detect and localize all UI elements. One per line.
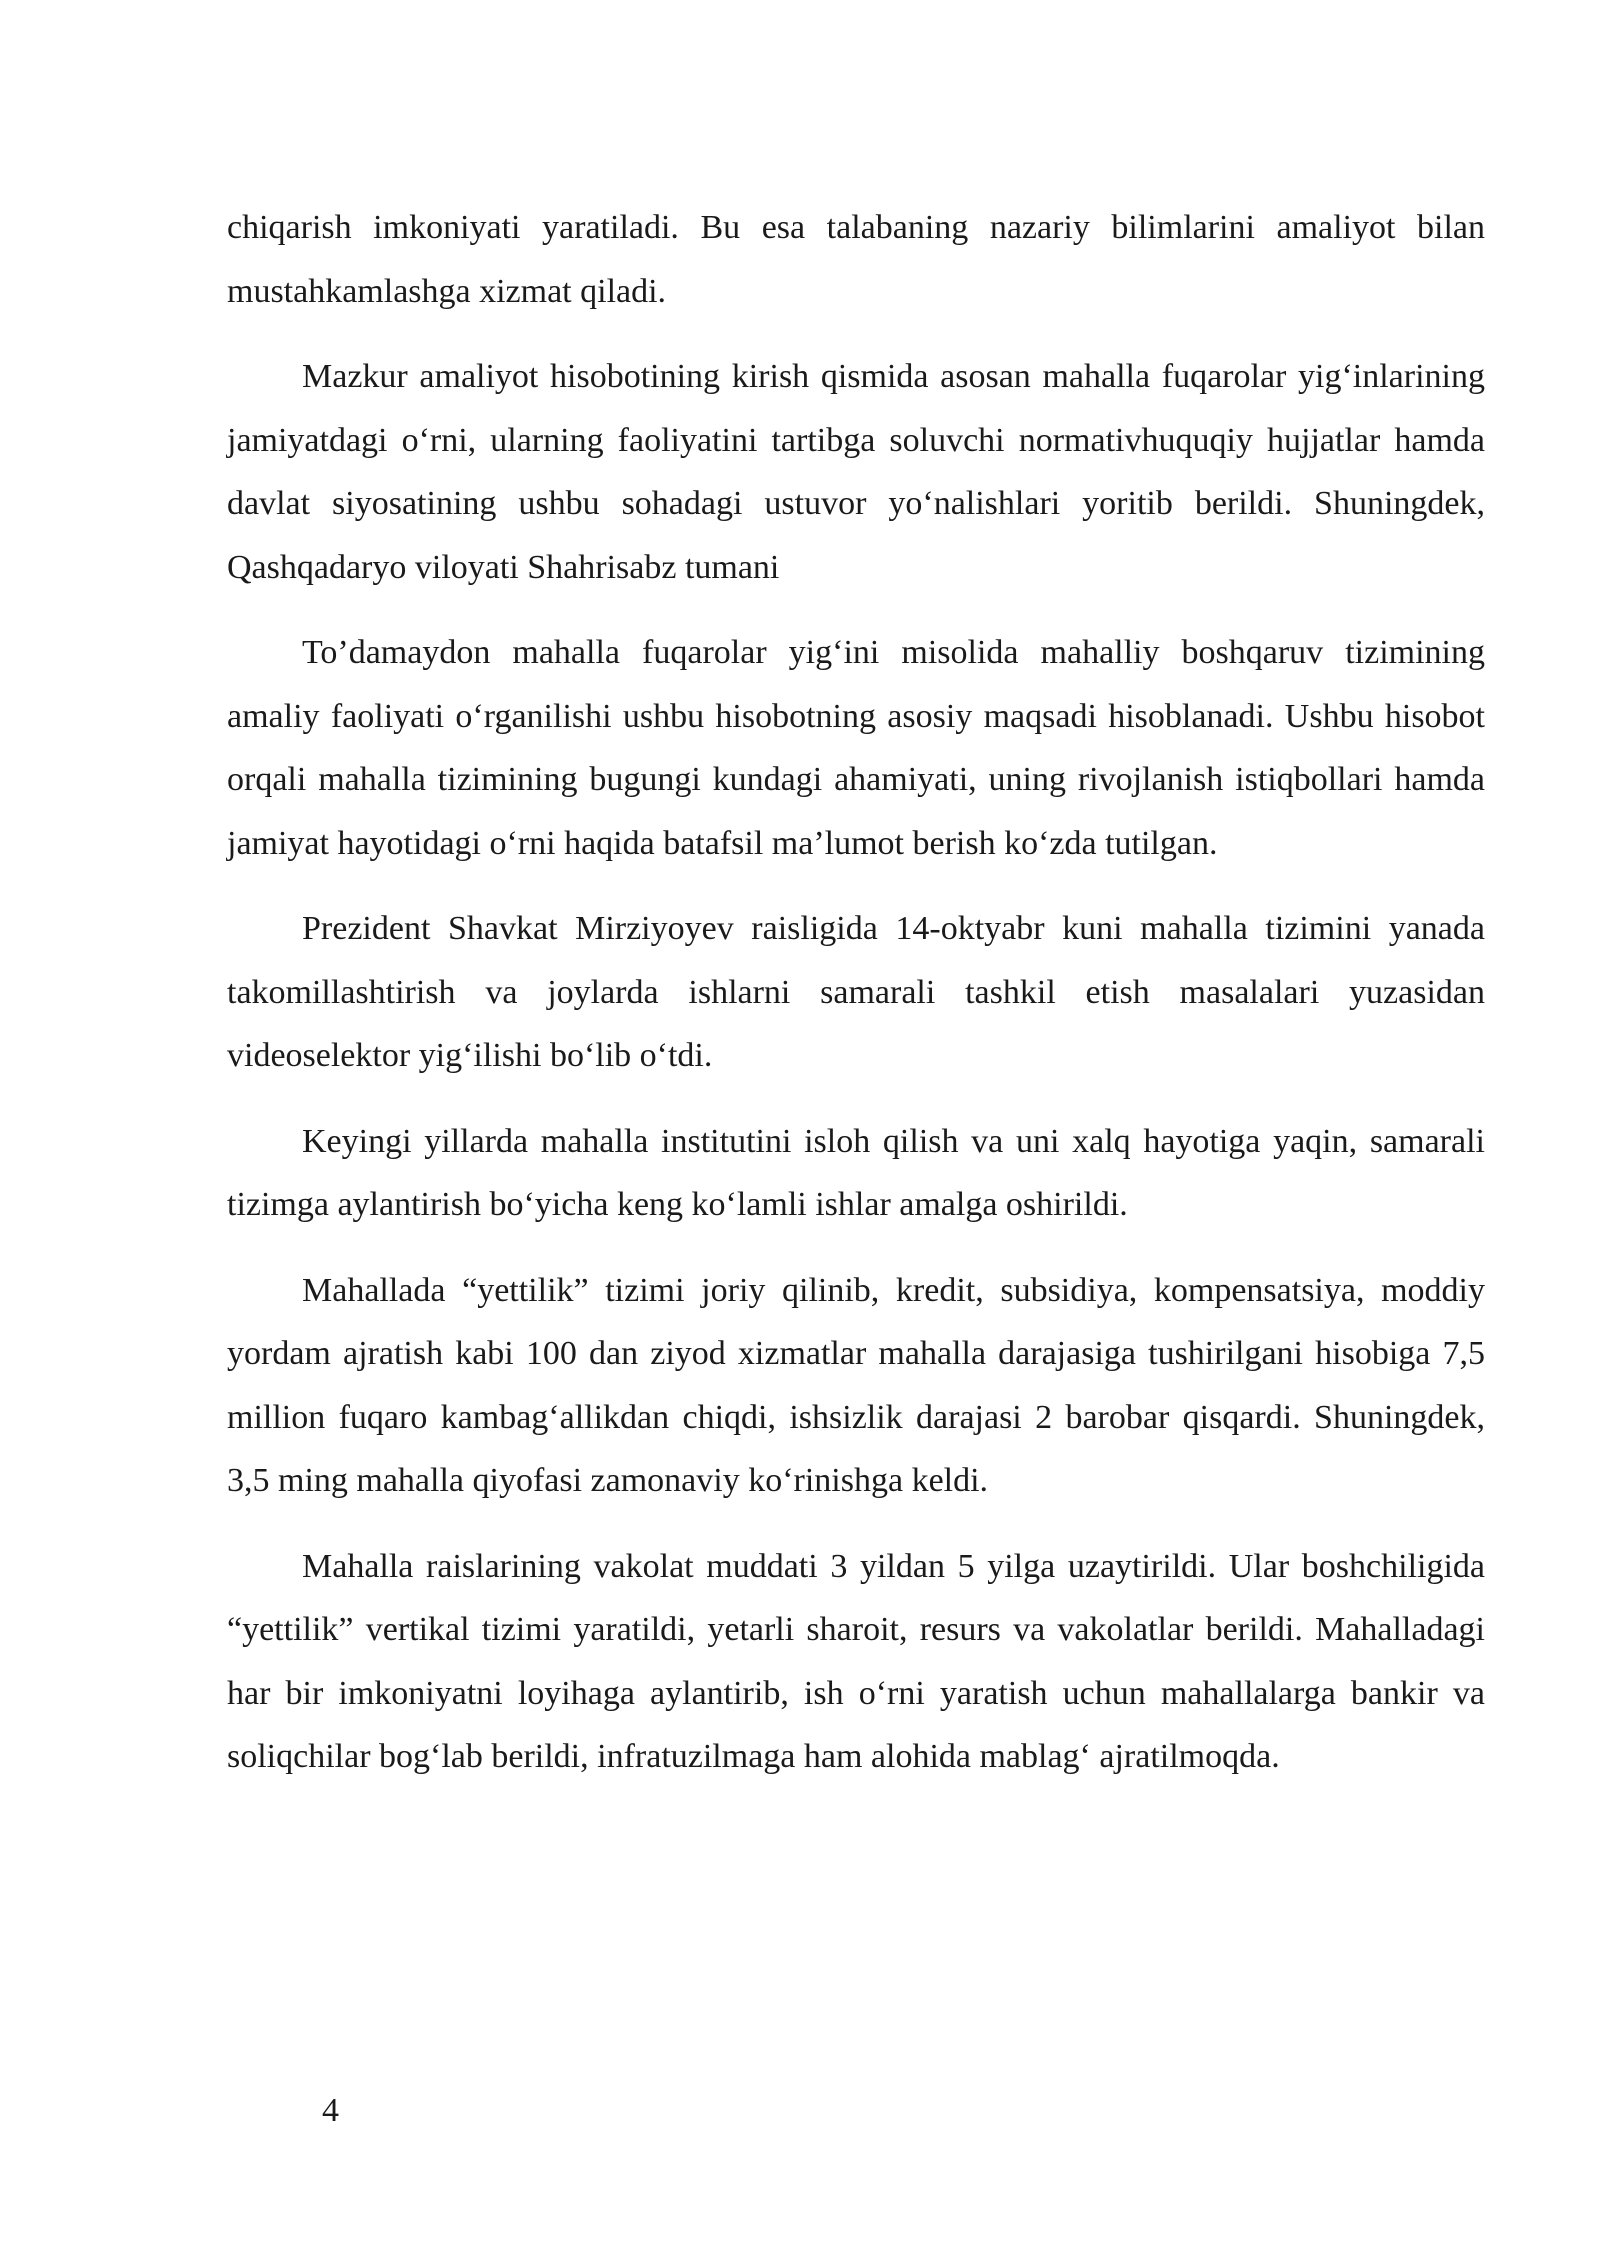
- body-text: [227, 196, 1485, 1811]
- paragraph-5: Keyingi yillarda mahalla institutini isloh qilish va uni xalq hayotiga yaqin, samarali tizimga aylantirish bo‘yicha keng ko‘lamli ishlar amalga oshirildi.: [227, 1122, 1485, 1223]
- paragraph-3: To’damaydon mahalla fuqarolar yig‘ini misolida mahalliy boshqaruv tizimining amaliy faoliyati o‘rganilishi ushbu hisobotning asosiy maqsadi hisoblanadi. Ushbu hisobot orqali mahalla tizimining bugungi kundagi ahamiyati, uning rivojlanish istiqbollari hamda jamiyat hayotidagi o‘rni haqida batafsil ma’lumot berish ko‘zda tutilgan.: [227, 634, 1485, 862]
- page-number: 4: [322, 2092, 339, 2129]
- paragraph-4: Prezident Shavkat Mirziyoyev raisligida 14-oktyabr kuni mahalla tizimini yanada takomillashtirish va joylarda ishlarni samarali tashkil etish masalalari yuzasidan videoselektor yig‘ilishi bo‘lib o‘tdi.: [227, 910, 1485, 1074]
- paragraph-1: chiqarish imkoniyati yaratiladi. Bu esa talabaning nazariy bilimlarini amaliyot bilan mustahkamlashga xizmat qiladi.: [227, 209, 1485, 310]
- paragraph-6: Mahallada “yettilik” tizimi joriy qilinib, kredit, subsidiya, kompensatsiya, moddiy yordam ajratish kabi 100 dan ziyod xizmatlar mahalla darajasiga tushirilgani hisobiga 7,5 million fuqaro kambag‘allikdan chiqdi, ishsizlik darajasi 2 barobar qisqardi. Shuningdek, 3,5 ming mahalla qiyofasi zamonaviy ko‘rinishga keldi.: [227, 1271, 1485, 1499]
- paragraph-7: Mahalla raislarining vakolat muddati 3 yildan 5 yilga uzaytirildi. Ular boshchiligida “yettilik” vertikal tizimi yaratildi, yetarli sharoit, resurs va vakolatlar berildi. Mahalladagi har bir imkoniyatni loyihaga aylantirib, ish o‘rni yaratish uchun mahallalarga bankir va soliqchilar bog‘lab berildi, infratuzilmaga ham alohida mablag‘ ajratilmoqda.: [227, 1547, 1485, 1775]
- paragraph-2: Mazkur amaliyot hisobotining kirish qismida asosan mahalla fuqarolar yig‘inlarining jamiyatdagi o‘rni, ularning faoliyatini tartibga soluvchi normativhuquqiy hujjatlar hamda davlat siyosatining ushbu sohadagi ustuvor yo‘nalishlari yoritib berildi. Shuningdek, Qashqadaryo viloyati Shahrisabz tumani: [227, 358, 1485, 586]
